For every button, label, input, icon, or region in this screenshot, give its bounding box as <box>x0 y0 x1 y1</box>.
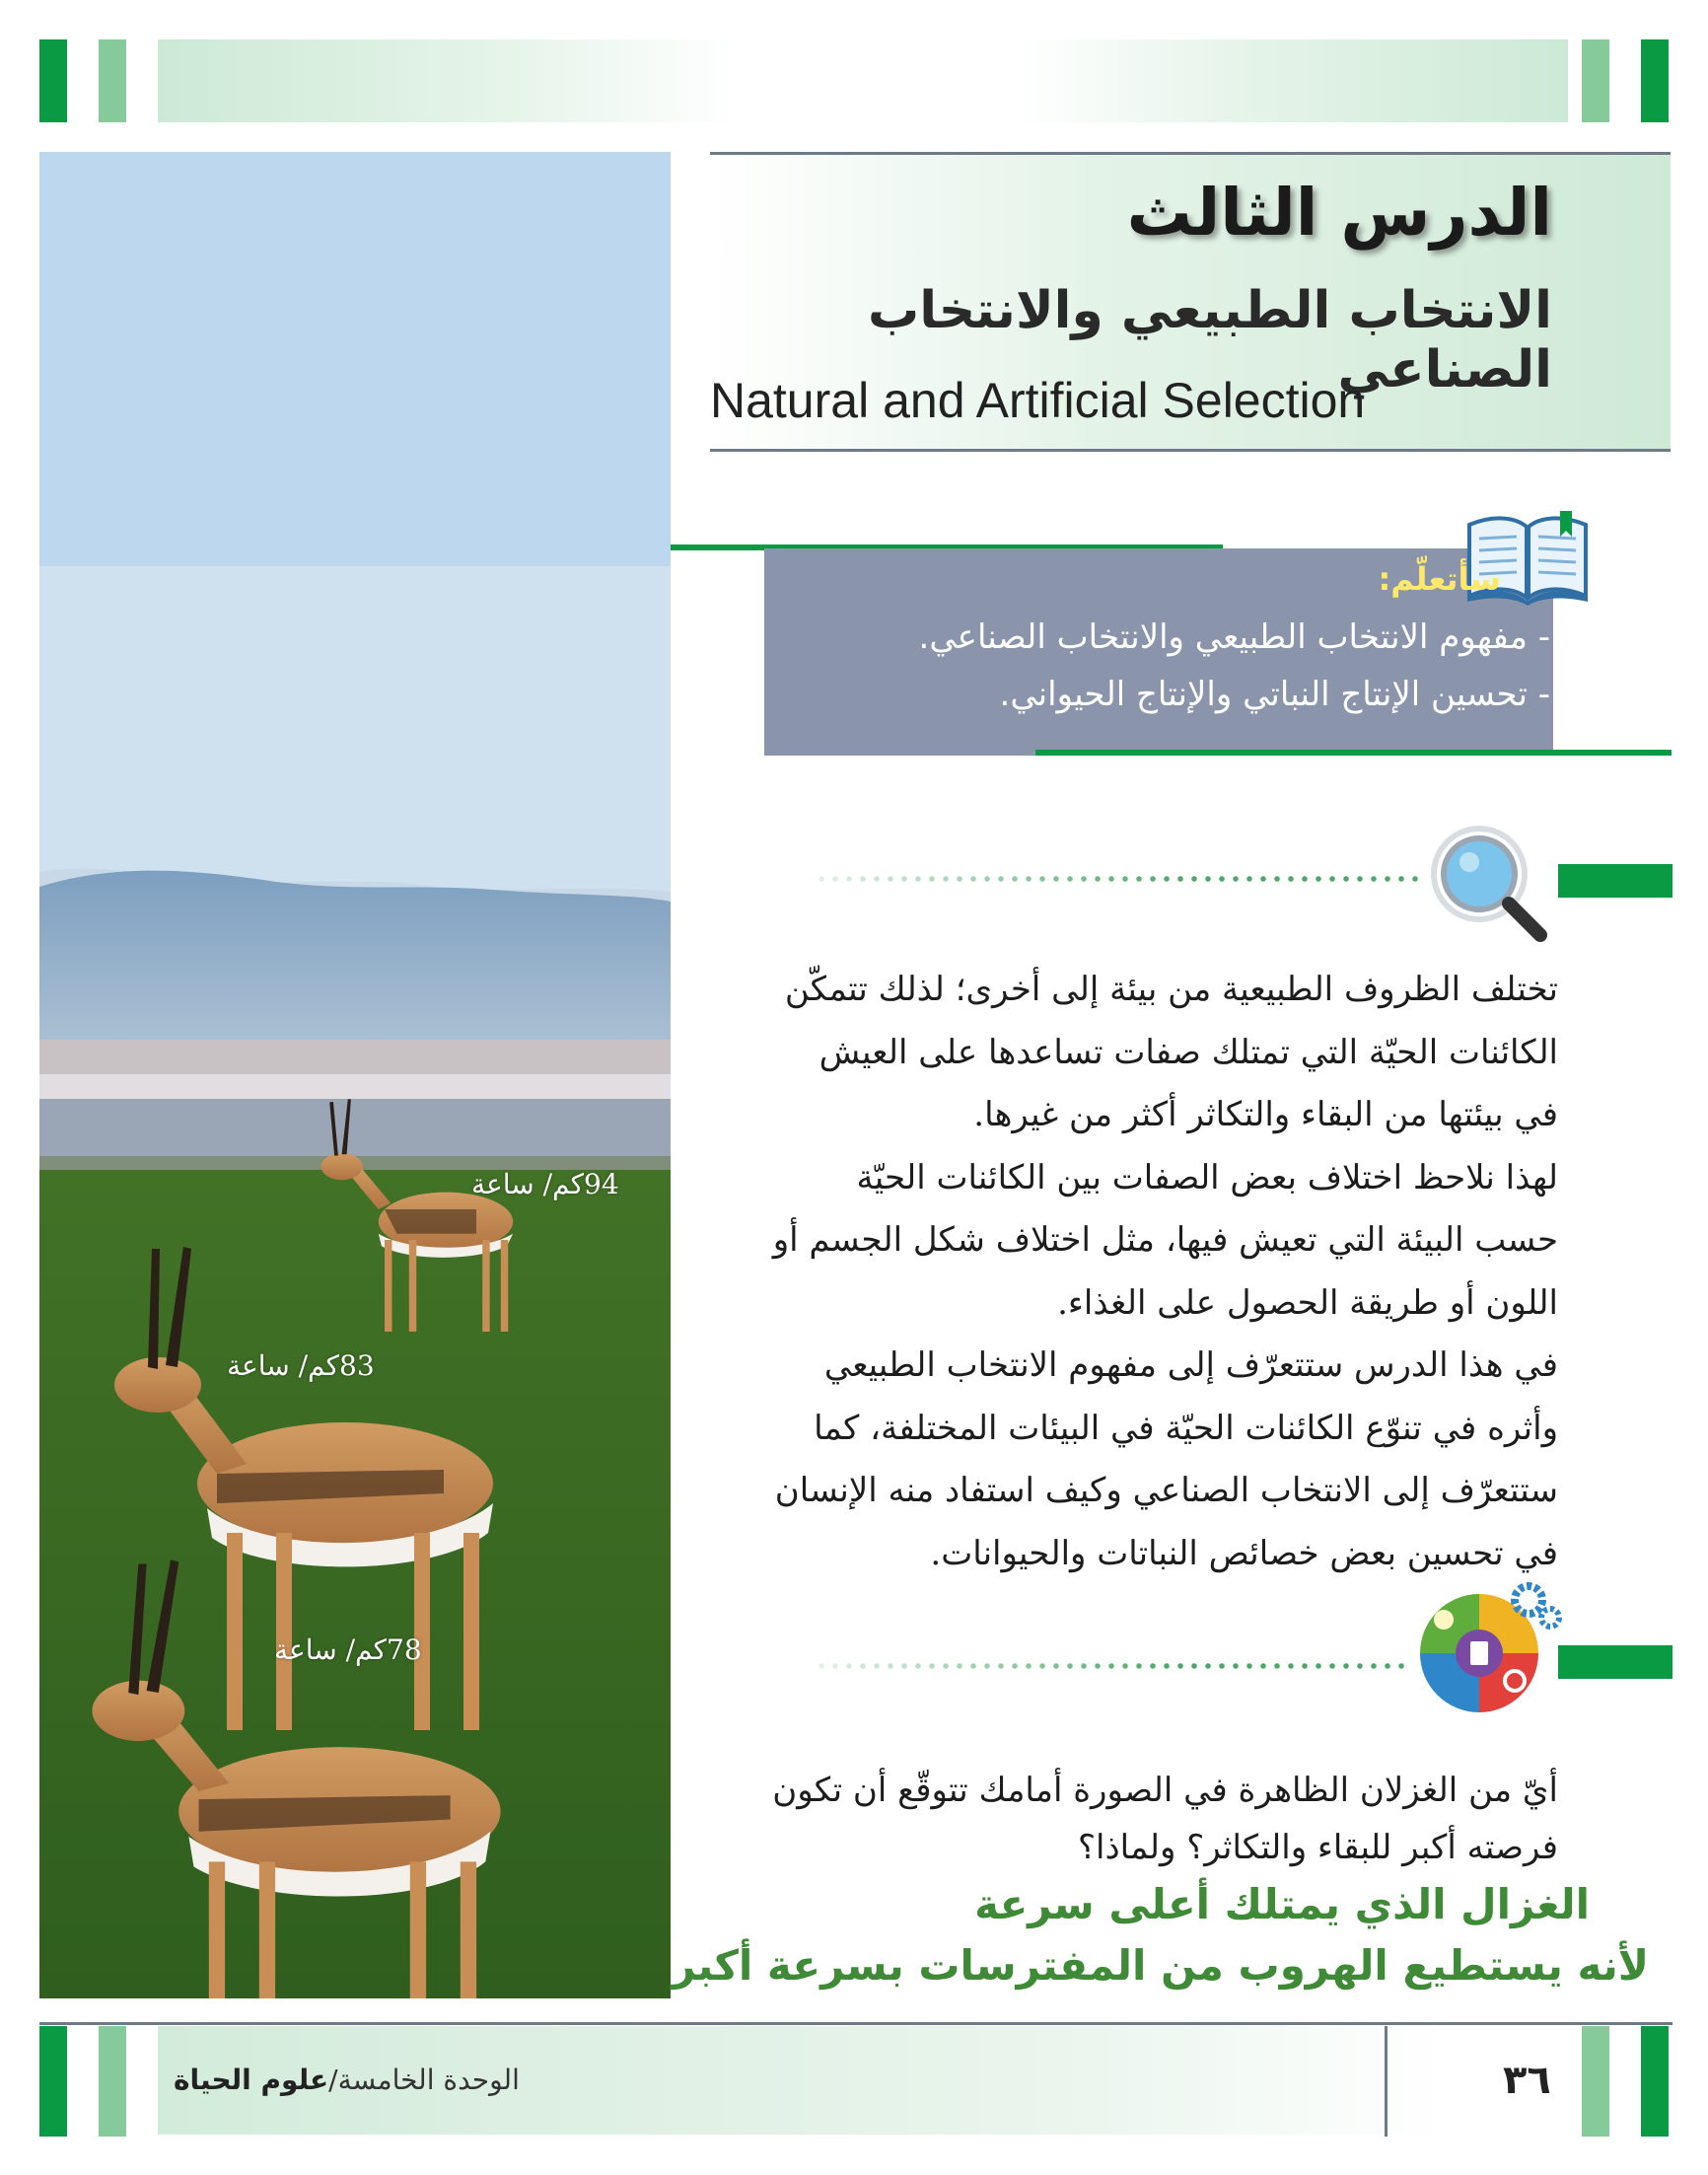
gazelle-photo <box>39 152 671 1998</box>
objectives-bottom-line <box>1035 750 1672 756</box>
footer-left-stripe-light <box>99 2026 126 2137</box>
top-right-stripe-dark <box>1641 39 1669 122</box>
intro-paragraph-3: في هذا الدرس ستتعرّف إلى مفهوم الانتخاب الطبيعي وأثره في تنوّع الكائنات الحيّة في البيئات المختلفة، كما ستتعرّف إلى الانتخاب الصناعي وكيف استفاد منه الإنسان في تحسين بعض خصائص النباتات والحيوانات. <box>774 1345 1558 1573</box>
objective-item: - مفهوم الانتخاب الطبيعي والانتخاب الصناعي. <box>918 617 1550 657</box>
activity-answer <box>663 1874 1649 1996</box>
top-left-stripe-dark <box>39 39 67 122</box>
footer-unit-label <box>174 2064 520 2096</box>
footer-unit: الوحدة الخامسة/ <box>328 2064 520 2096</box>
objective-item: - تحسين الإنتاج النباتي والإنتاج الحيواني. <box>999 675 1550 714</box>
footer-left-stripe-dark <box>39 2026 67 2137</box>
footer-top-line <box>39 2022 1672 2025</box>
separator-bar <box>1558 864 1672 898</box>
magnifier-icon <box>1424 819 1552 951</box>
lesson-english-title: Natural and Artificial Selection <box>710 373 1366 428</box>
footer-right-stripe-light <box>1582 2026 1609 2137</box>
dotted-separator <box>815 1661 1406 1671</box>
lesson-subtitle: الانتخاب الطبيعي والانتخاب الصناعي <box>867 281 1552 399</box>
activity-wheel-icon <box>1400 1578 1568 1730</box>
answer-line-1: الغزال الذي يمتلك أعلى سرعة <box>974 1880 1590 1928</box>
footer-divider <box>1385 2026 1388 2137</box>
lesson-title: الدرس الثالث <box>1126 175 1552 251</box>
page-number: ٣٦ <box>1503 2058 1551 2103</box>
answer-line-2: لأنه يستطيع الهروب من المفترسات بسرعة أكبر <box>672 1941 1649 1990</box>
speed-label-middle: 83كم/ ساعة <box>227 1349 375 1382</box>
intro-paragraph-1: تختلف الظروف الطبيعية من بيئة إلى أخرى؛ لذلك تتمكّن الكائنات الحيّة التي تمتلك صفات تساعدها على العيش في بيئتها من البقاء والتكاثر أكثر من غيرها. <box>784 970 1558 1134</box>
separator-bar <box>1558 1645 1672 1679</box>
lesson-title-box <box>710 152 1671 452</box>
speed-label-far: 94كم/ ساعة <box>471 1168 619 1200</box>
intro-paragraph <box>769 959 1558 1585</box>
dotted-separator <box>815 874 1424 884</box>
speed-label-front: 78كم/ ساعة <box>274 1633 422 1666</box>
top-right-stripe-light <box>1582 39 1609 122</box>
footer-subject: علوم الحياة <box>174 2064 329 2096</box>
top-left-stripe-light <box>99 39 126 122</box>
footer-right-stripe-dark <box>1641 2026 1669 2137</box>
objectives-heading: سأتعلّم: <box>1378 560 1501 598</box>
top-right-band <box>1016 39 1568 122</box>
savanna-illustration <box>39 152 671 1998</box>
activity-question: أيّ من الغزلان الظاهرة في الصورة أمامك تتوقّع أن تكون فرصته أكبر للبقاء والتكاثر؟ ولماذا؟ <box>772 1771 1558 1867</box>
intro-paragraph-2: لهذا نلاحظ اختلاف بعض الصفات بين الكائنات الحيّة حسب البيئة التي تعيش فيها، مثل اختلاف شكل الجسم أو اللون أو طريقة الحصول على الغذاء. <box>772 1157 1558 1323</box>
top-left-band <box>158 39 740 122</box>
